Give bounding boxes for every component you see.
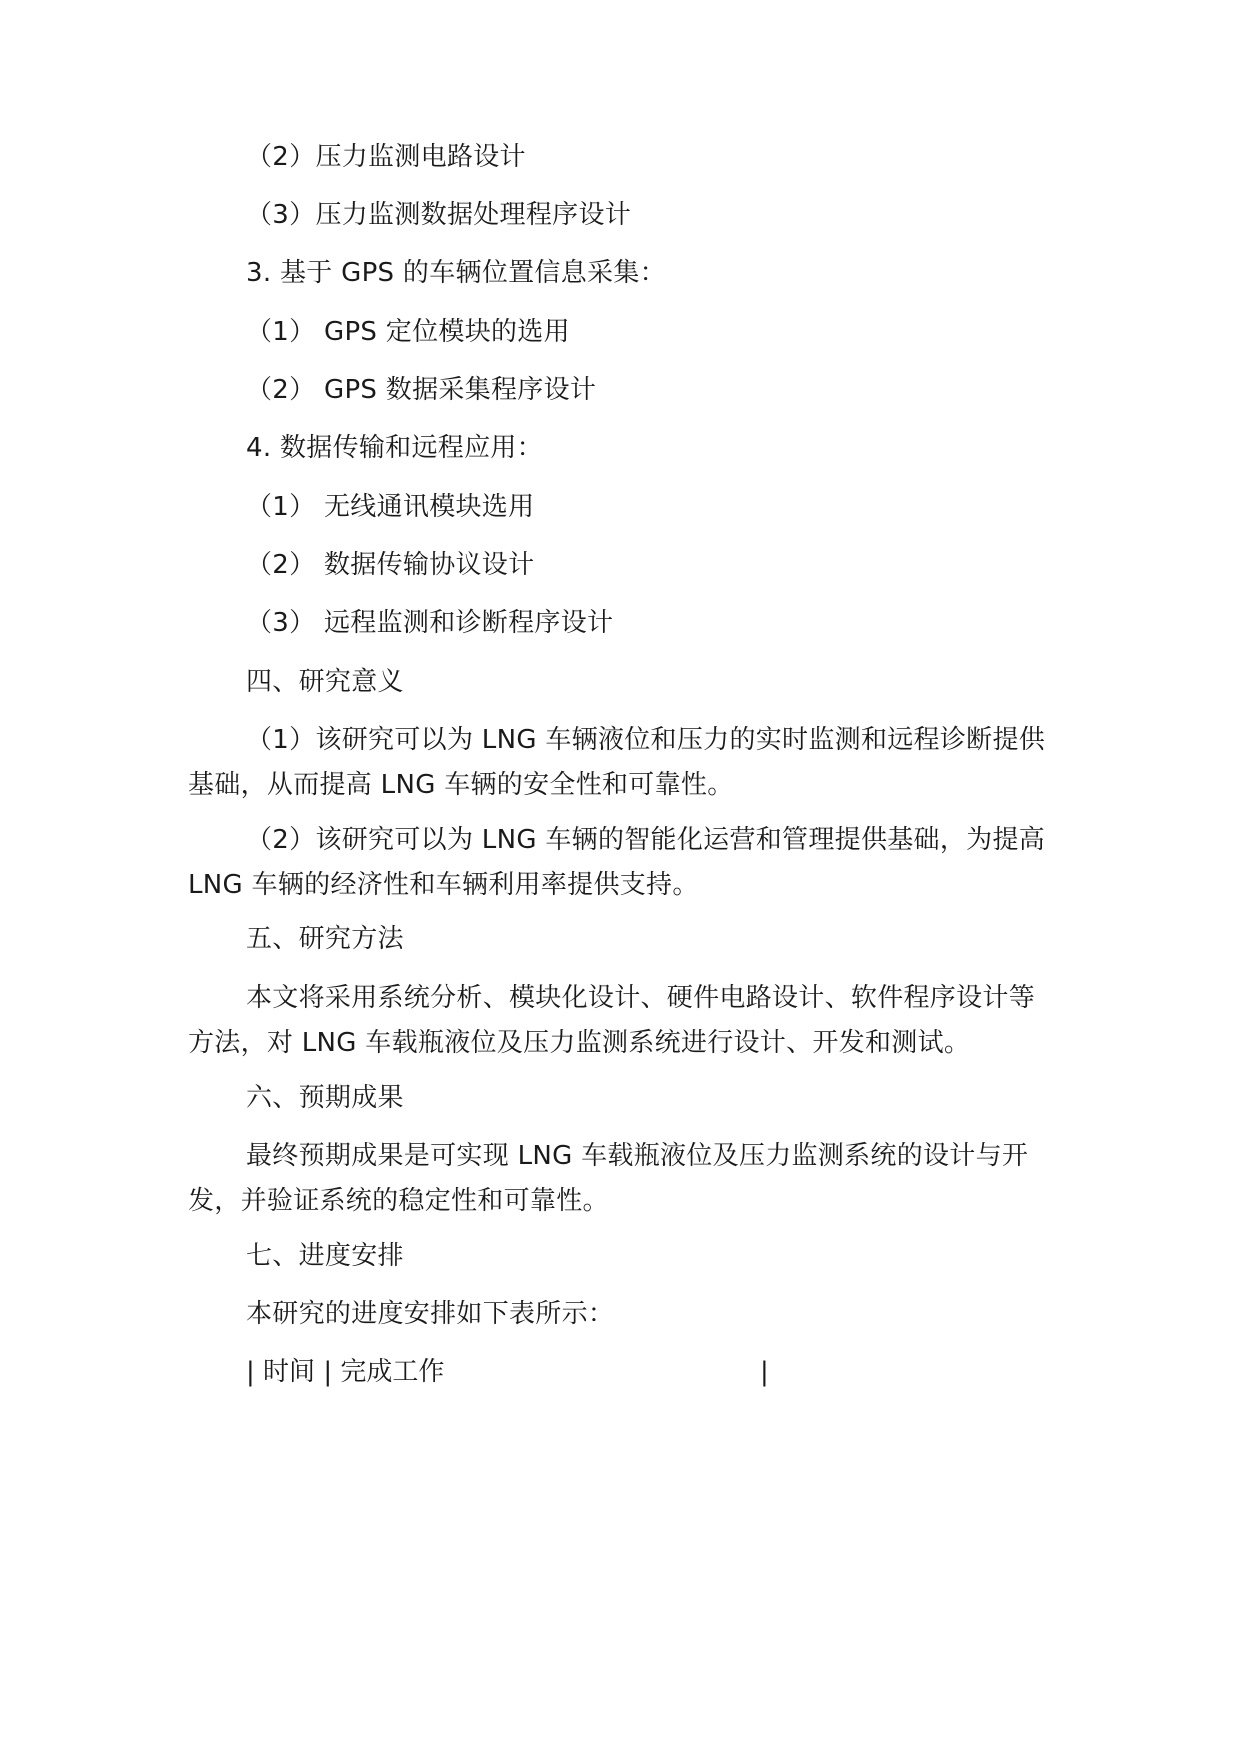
table-separator: | bbox=[246, 1357, 255, 1387]
table-separator: | bbox=[323, 1357, 333, 1387]
list-item-gps-module: （1） GPS 定位模块的选用 bbox=[246, 317, 570, 347]
list-item-pressure-circuit: （2）压力监测电路设计 bbox=[246, 142, 526, 172]
heading-expected-results: 六、预期成果 bbox=[246, 1083, 404, 1113]
paragraph-expected-results: 最终预期成果是可实现 LNG 车载瓶液位及压力监测系统的设计与开发，并验证系统的稳定性和可靠性。 bbox=[188, 1141, 1029, 1216]
list-item-remote-diagnosis: （3） 远程监测和诊断程序设计 bbox=[246, 608, 614, 638]
list-item-wireless-module: （1） 无线通讯模块选用 bbox=[246, 492, 535, 522]
list-item-protocol: （2） 数据传输协议设计 bbox=[246, 550, 535, 580]
section-transmission-heading: 4. 数据传输和远程应用： bbox=[246, 433, 543, 463]
paragraph-significance-2: （2）该研究可以为 LNG 车辆的智能化运营和管理提供基础，为提高 LNG 车辆的经济性和车辆利用率提供支持。 bbox=[188, 825, 1046, 900]
heading-schedule: 七、进度安排 bbox=[246, 1241, 404, 1271]
table-header-time: 时间 bbox=[263, 1357, 316, 1387]
section-gps-heading: 3. 基于 GPS 的车辆位置信息采集： bbox=[246, 258, 666, 288]
paragraph-methods: 本文将采用系统分析、模块化设计、硬件电路设计、软件程序设计等方法，对 LNG 车载瓶液位及压力监测系统进行设计、开发和测试。 bbox=[188, 983, 1036, 1058]
table-separator: | bbox=[760, 1357, 769, 1387]
table-header-work: 完成工作 bbox=[340, 1357, 445, 1387]
list-item-pressure-program: （3）压力监测数据处理程序设计 bbox=[246, 200, 632, 230]
heading-methods: 五、研究方法 bbox=[246, 924, 404, 954]
heading-significance: 四、研究意义 bbox=[246, 667, 404, 697]
paragraph-significance-1: （1）该研究可以为 LNG 车辆液位和压力的实时监测和远程诊断提供基础，从而提高 LNG 车辆的安全性和可靠性。 bbox=[188, 725, 1046, 800]
table-header-row bbox=[246, 1350, 769, 1395]
list-item-gps-program: （2） GPS 数据采集程序设计 bbox=[246, 375, 597, 405]
paragraph-schedule-intro: 本研究的进度安排如下表所示： bbox=[246, 1299, 615, 1329]
